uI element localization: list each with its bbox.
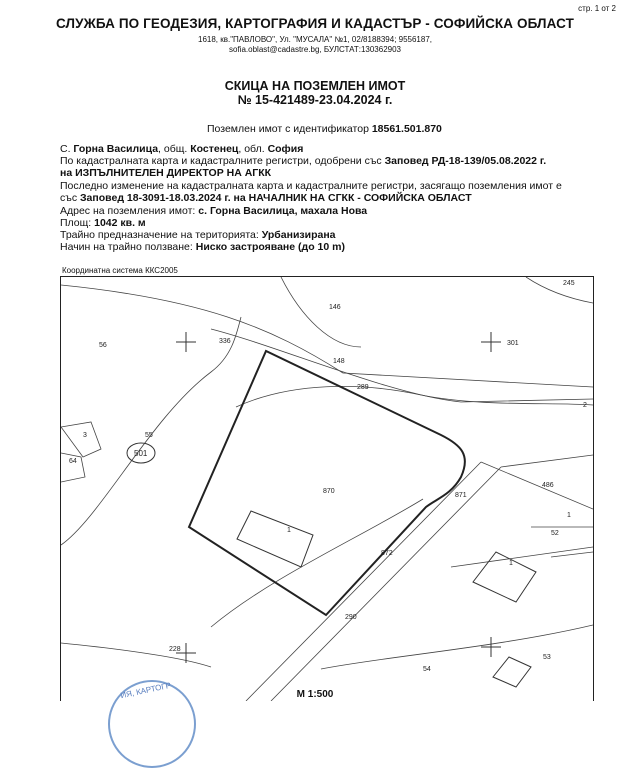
parcel-label: 2 <box>583 402 587 409</box>
parcel-label: 55 <box>145 432 153 439</box>
parcel-label: 52 <box>551 530 559 537</box>
boundary-line <box>321 625 593 669</box>
boundary-line <box>61 422 101 457</box>
approval-line <box>60 155 546 168</box>
document-number: № 15-421489-23.04.2024 г. <box>237 93 393 107</box>
map-scale: М 1:500 <box>296 689 334 700</box>
area-label: Площ: <box>60 217 92 229</box>
boundary-line <box>481 462 593 509</box>
parcel-label: 53 <box>543 654 551 661</box>
grid-cross-marker <box>481 332 501 352</box>
road-edge <box>236 386 593 407</box>
parcel-label: 148 <box>333 358 345 365</box>
identifier-value: 18561.501.870 <box>371 123 442 135</box>
region-name: София <box>267 143 304 155</box>
parcel-label: 872 <box>381 550 393 557</box>
municipality-name: Костенец <box>190 143 239 155</box>
parcel-label: 290 <box>345 614 357 621</box>
area-line <box>60 217 146 230</box>
parcel-label: 871 <box>455 492 467 499</box>
agency-contacts: sofia.oblast@cadastre.bg, БУЛСТАТ:130362903 <box>229 45 401 54</box>
identifier-label: Поземлен имот с идентификатор <box>207 123 369 135</box>
boundary-line <box>61 643 211 667</box>
building-label: 1 <box>567 512 571 519</box>
grid-cross-marker <box>481 637 501 657</box>
location-prefix: С. <box>60 143 71 155</box>
boundary-line <box>551 552 593 557</box>
last-change-prefix: със <box>60 192 78 204</box>
agency-name: СЛУЖБА ПО ГЕОДЕЗИЯ, КАРТОГРАФИЯ И КАДАСТЪР - СОФИЙСКА ОБЛАСТ <box>55 16 574 31</box>
coordinate-system: Координатна система ККС2005 <box>62 266 178 275</box>
cadastral-zone-label: 501 <box>134 449 148 458</box>
parcel-label: 228 <box>169 646 181 653</box>
approval-text: По кадастралната карта и кадастралните регистри, одобрени със <box>60 155 382 167</box>
parcel-label: 301 <box>507 340 519 347</box>
approval-order: Заповед РД-18-139/05.08.2022 г. <box>384 155 547 167</box>
boundary-line <box>526 277 593 303</box>
building-outline <box>493 657 531 687</box>
last-change-order: Заповед 18-3091-18.03.2024 г. на НАЧАЛНИК НА СГКК - СОФИЙСКА ОБЛАСТ <box>79 192 472 204</box>
road-edge <box>246 462 481 701</box>
usage-value: Ниско застрояване (до 10 m) <box>195 241 345 253</box>
road-edge <box>271 467 501 701</box>
boundary-line <box>61 317 241 545</box>
region-prefix: , обл. <box>238 143 265 155</box>
parcel-label: 870 <box>323 488 335 495</box>
address-label: Адрес на поземления имот: <box>60 205 196 217</box>
document-title: СКИЦА НА ПОЗЕМЛЕН ИМОТ <box>224 79 406 93</box>
parcel-label: 64 <box>69 458 77 465</box>
boundary-line <box>451 547 593 567</box>
last-change-text: Последно изменение на кадастралната карта и кадастралните регистри, засягащо поземления имот е <box>60 180 562 192</box>
road-edge <box>211 499 423 627</box>
boundary-line <box>501 455 593 467</box>
parcel-label: 336 <box>219 338 231 345</box>
building-outline <box>237 511 313 567</box>
municipality-prefix: , общ. <box>158 143 188 155</box>
parcel-label: 486 <box>542 482 554 489</box>
usage-label: Начин на трайно ползване: <box>60 241 193 253</box>
parcel-label: 289 <box>357 384 369 391</box>
village-name: Горна Василица <box>73 143 159 155</box>
subject-parcel-boundary <box>189 351 465 615</box>
agency-address: 1618, кв."ПАВЛОВО", Ул. "МУСАЛА" №1, 02/8188394; 9556187, <box>198 35 432 44</box>
purpose-line <box>60 229 336 242</box>
map-drawing <box>61 277 593 701</box>
usage-line <box>60 241 345 254</box>
boundary-line <box>61 285 593 387</box>
stamp-text: ИЯ, КАРТОГР <box>119 680 172 701</box>
address-value: с. Горна Василица, махала Нова <box>198 205 368 217</box>
approval-by: на ИЗПЪЛНИТЕЛЕН ДИРЕКТОР НА АГКК <box>60 167 272 179</box>
purpose-label: Трайно предназначение на територията: <box>60 229 259 241</box>
last-change-line <box>60 192 472 205</box>
identifier-line <box>207 123 442 136</box>
address-line <box>60 205 367 218</box>
building-label: 1 <box>509 560 513 567</box>
parcel-label: 56 <box>99 342 107 349</box>
purpose-value: Урбанизирана <box>261 229 336 241</box>
boundary-line <box>281 277 361 347</box>
area-value: 1042 кв. м <box>94 217 146 229</box>
location-line <box>60 143 303 156</box>
parcel-label: 245 <box>563 280 575 287</box>
parcel-label: 146 <box>329 304 341 311</box>
grid-cross-marker <box>176 332 196 352</box>
parcel-label: 3 <box>83 432 87 439</box>
parcel-label: 54 <box>423 666 431 673</box>
cadastral-map <box>60 276 594 701</box>
page-indicator: стр. 1 от 2 <box>578 4 616 13</box>
building-label: 1 <box>287 527 291 534</box>
